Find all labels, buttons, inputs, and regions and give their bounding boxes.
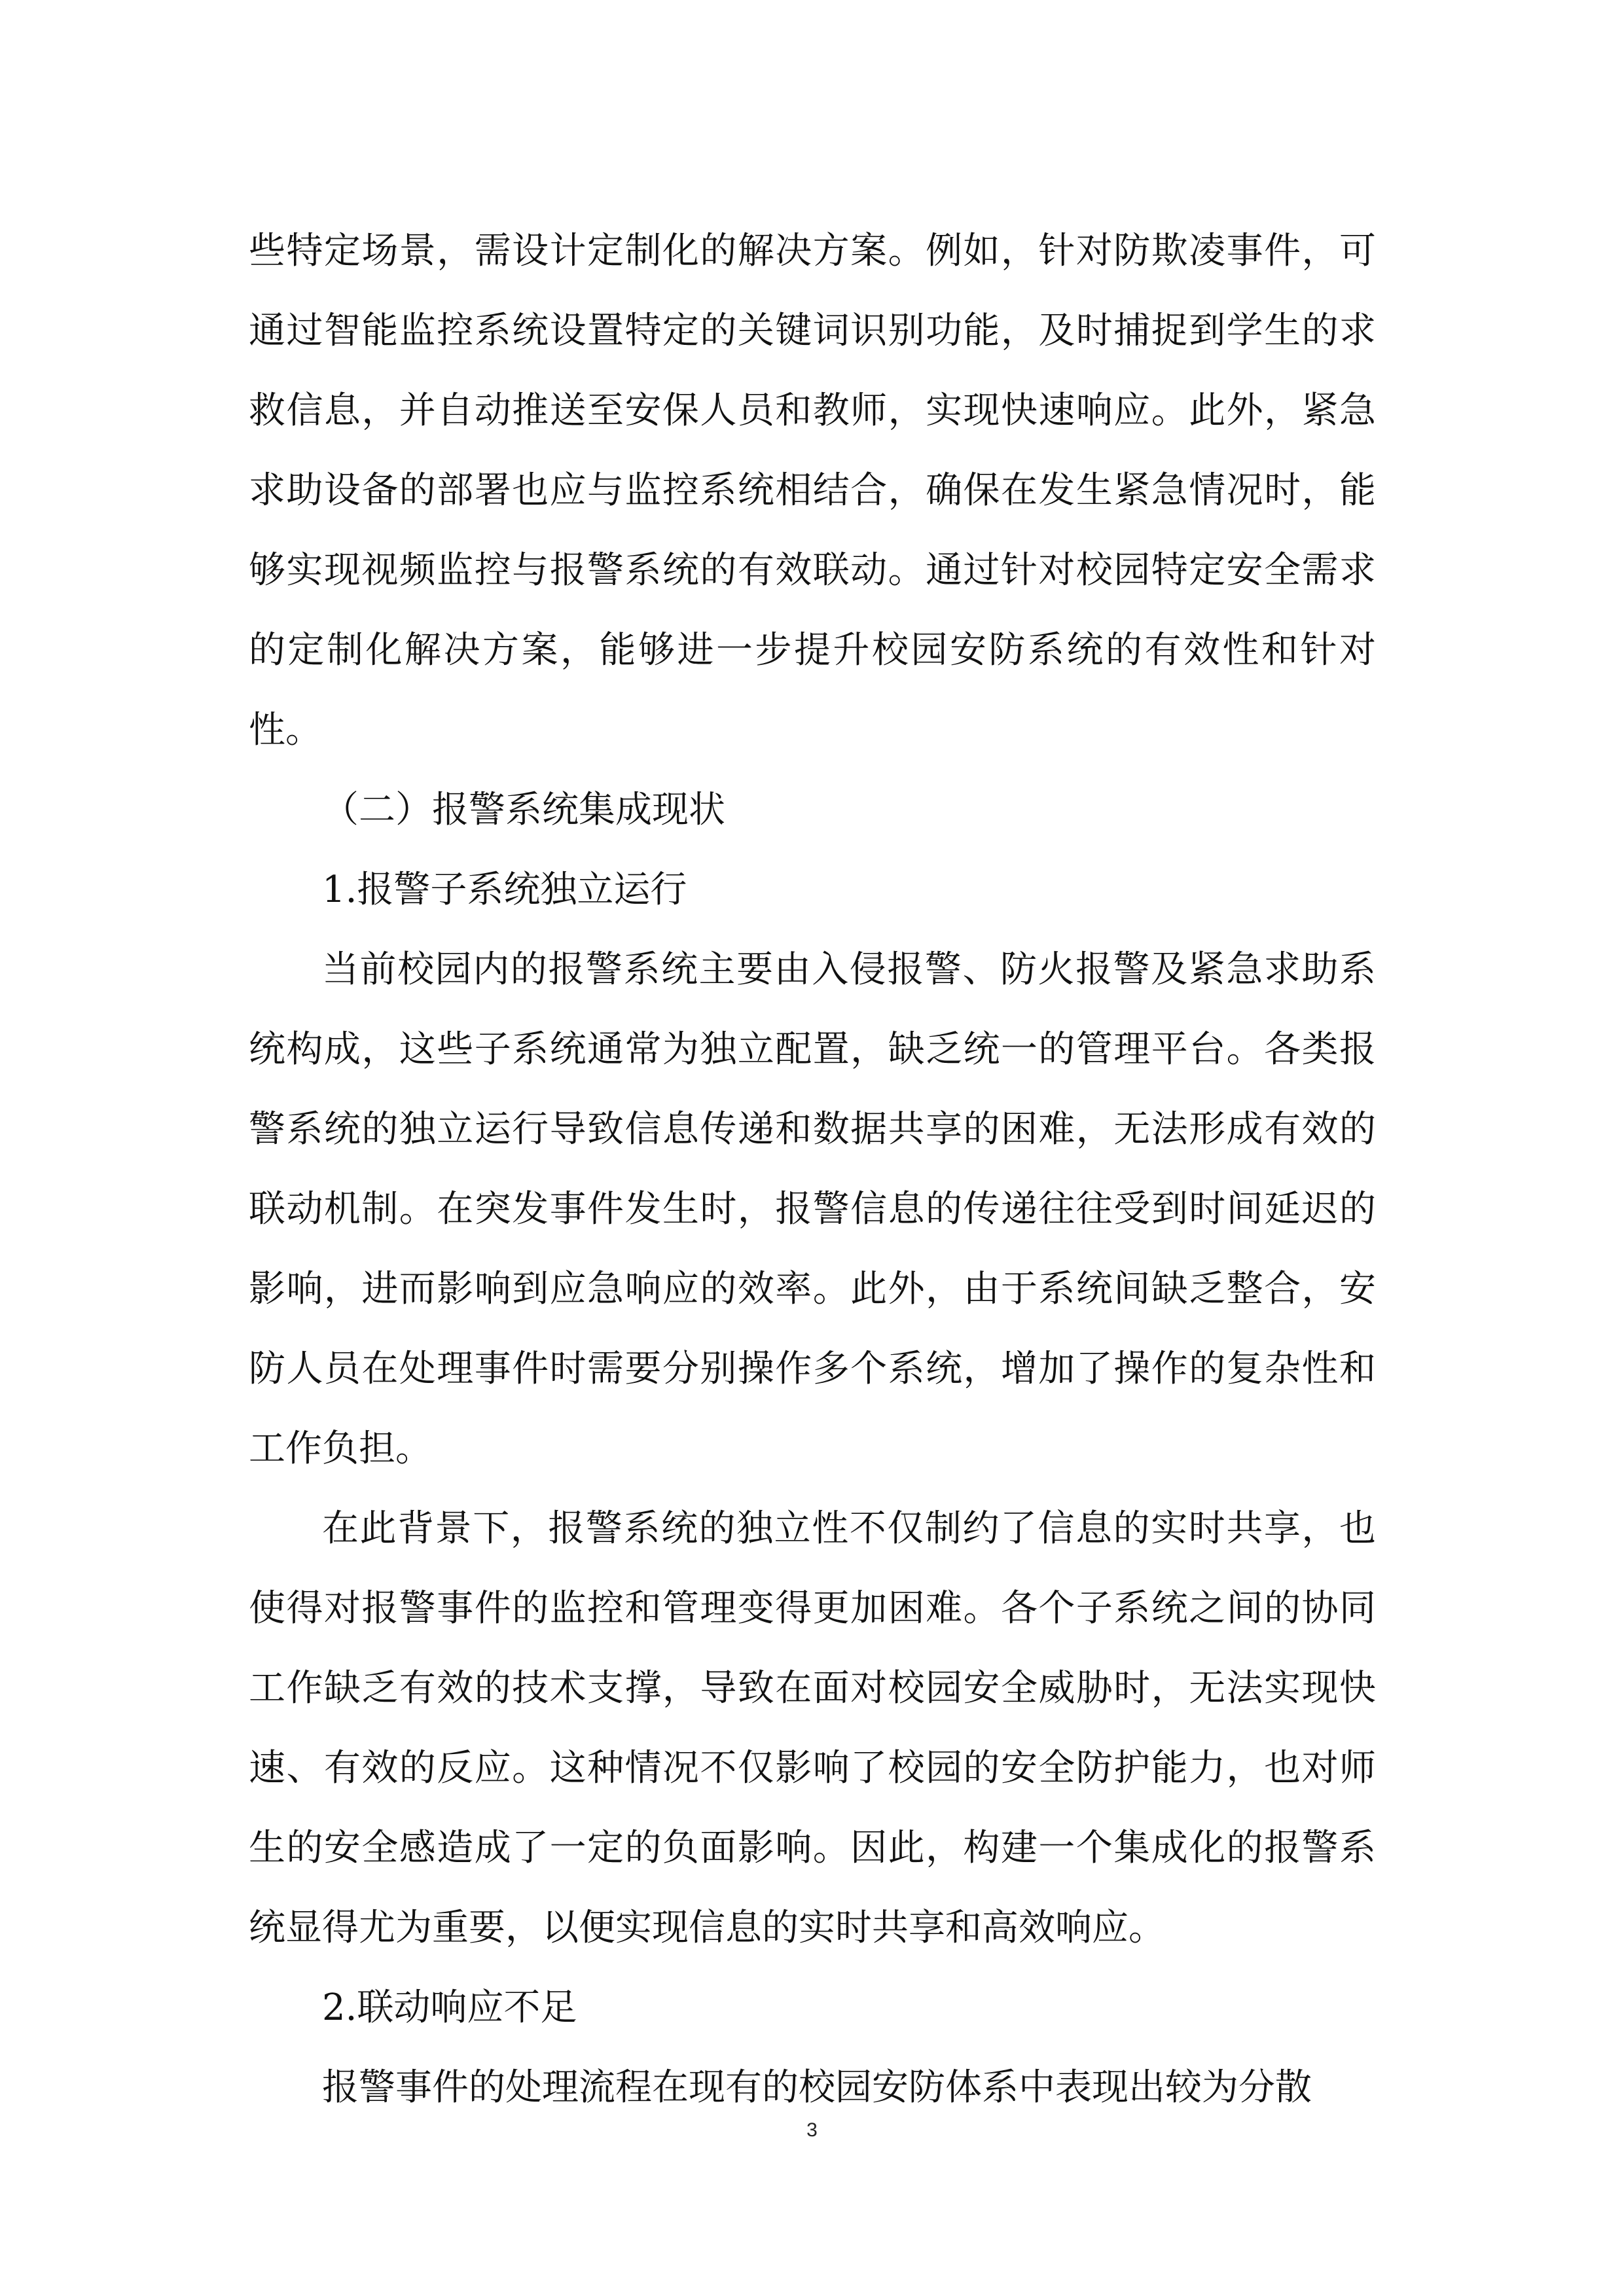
- paragraph-linkage-response: 报警事件的处理流程在现有的校园安防体系中表现出较为分散: [322, 2066, 1312, 2109]
- paragraph-continued: 些特定场景，需设计定制化的解决方案。例如，针对防欺凌事件，可通过智能监控系统设置特定的关键词识别功能，及时捕捉到学生的求救信息，并自动推送至安保人员和教师，实现快速响应。此外，紧急求助设备的部署也应与监控系统相结合，确保在发生紧急情况时，能够实现视频监控与报警系统的有效联动。通过针对校园特定安全需求的定制化解决方案，能够进一步提升校园安防系统的有效性和针对性。: [249, 230, 1376, 751]
- subsection-heading-2: 2.联动响应不足: [322, 1986, 577, 2029]
- paragraph-alarm-subsystems: 当前校园内的报警系统主要由入侵报警、防火报警及紧急求助系统构成，这些子系统通常为独立配置，缺乏统一的管理平台。各类报警系统的独立运行导致信息传递和数据共享的困难，无法形成有效的联动机制。在突发事件发生时，报警信息的传递往往受到时间延迟的影响，进而影响到应急响应的效率。此外，由于系统间缺乏整合，安防人员在处理事件时需要分别操作多个系统，增加了操作的复杂性和工作负担。: [249, 948, 1376, 1470]
- section-heading: （二）报警系统集成现状: [322, 789, 725, 831]
- document-body: [249, 211, 1376, 2128]
- subsection-heading-1: 1.报警子系统独立运行: [322, 869, 687, 911]
- paragraph-background: 在此背景下，报警系统的独立性不仅制约了信息的实时共享，也使得对报警事件的监控和管理变得更加困难。各个子系统之间的协同工作缺乏有效的技术支撑，导致在面对校园安全威胁时，无法实现快速、有效的反应。这种情况不仅影响了校园的安全防护能力，也对师生的安全感造成了一定的负面影响。因此，构建一个集成化的报警系统显得尤为重要，以便实现信息的实时共享和高效响应。: [249, 1507, 1376, 1949]
- page-number: 3: [806, 2119, 818, 2141]
